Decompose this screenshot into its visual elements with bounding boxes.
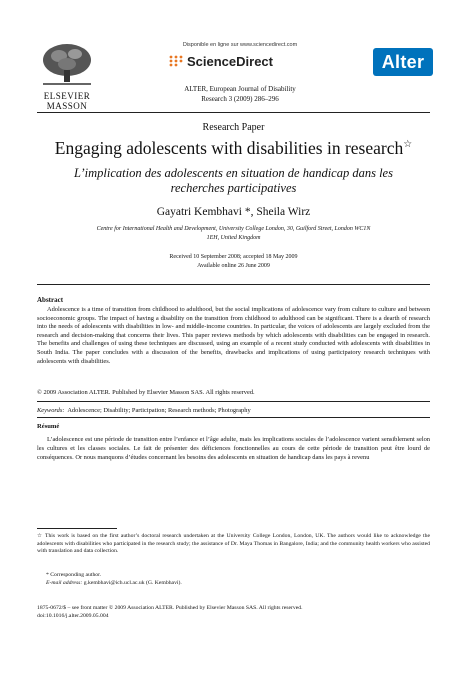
available-online-note: Disponible en ligne sur www.sciencedirect.com	[182, 42, 298, 48]
doi-line: doi:10.1016/j.alter.2009.05.004	[37, 613, 109, 619]
article-dates	[90, 253, 377, 270]
article-title	[0, 138, 467, 159]
abstract-heading: Abstract	[37, 296, 64, 304]
article-type: Research Paper	[202, 122, 265, 133]
abstract-top-divider	[37, 284, 430, 285]
keywords-divider	[37, 401, 430, 402]
issn-doi	[37, 604, 430, 620]
received-date: Received 10 September 2008; accepted 18 May 2009	[169, 254, 298, 260]
publisher-name-line-2: MASSON	[46, 101, 88, 111]
resume-heading: Résumé	[37, 423, 60, 430]
publisher-name-line-1: ELSEVIER	[43, 91, 91, 101]
keywords-list: Adolescence; Disability; Participation; Research methods; Photography	[67, 407, 251, 414]
french-title: L’implication des adolescents en situation de handicap dans les recherches participatives	[74, 166, 393, 195]
email-address: g.kembhavi@ich.ucl.ac.uk (G. Kembhavi).	[83, 580, 182, 586]
elsevier-tree-icon	[39, 42, 95, 86]
journal-volume: Research 3 (2009) 286–296	[201, 95, 279, 103]
keywords	[37, 407, 430, 414]
footnote-divider	[37, 528, 117, 529]
title-footnote: ☆ This work is based on the first author’s doctoral research undertaken at the University College London, London, UK. The authors would like to acknowledge the adolescents with disabilities who participated in the research study; the assistance of Dr. Maya Thomas in Bangalore, India; and the community health workers who assisted with translation and data collection.	[37, 533, 430, 555]
title-footnote-mark: ☆	[403, 139, 413, 151]
online-date: Available online 26 June 2009	[197, 262, 270, 269]
abstract-copyright: © 2009 Association ALTER. Published by Elsevier Masson SAS. All rights reserved.	[37, 389, 255, 396]
sciencedirect-wordmark: ScienceDirect	[187, 53, 273, 69]
issn-line: 1875-0672/$ – see front matter © 2009 Association ALTER. Published by Elsevier Masson SAS. All rights reserved.	[37, 605, 303, 611]
article-title-text: Engaging adolescents with disabilities in research	[54, 138, 404, 158]
email-note	[46, 580, 182, 586]
resume-text: L’adolescence est une période de transition entre l’enfance et l’âge adulte, mais les implications sociales de l’adolescence varient sensiblement selon les cultures et les classes sociales. Le fait de présenter des déficiences fonctionnelles au cours de cette période de transition peut être lourd de conséquences. Or nous manquons d’études concernant les besoins des adolescents en situation de handicap dans les pays à revenu	[37, 436, 430, 461]
abstract-text: Adolescence is a time of transition from childhood to adulthood, but the social implications of adolescence vary from culture to culture and between socioeconomic groups. The impact of having a disability on the transition from childhood to adulthood can be significant. There is a dearth of research into the needs of adolescents with disabilities in low- and middle-income countries. In particular, the voices of adolescents are largely excluded from the research and decision-making that concerns their lives. This paper reviews methods by which adolescents with disabilities can be engaged in research. The benefits and challenges of using these techniques are discussed, using an example of a recent study conducted with adolescents with disabilities in South India. The paper concludes with a discussion of the benefits, drawbacks and implications of using participatory research techniques with adolescents with disabilities.	[37, 306, 430, 365]
journal-info	[110, 84, 370, 104]
corresponding-author-note: * Corresponding author.	[46, 572, 102, 578]
sciencedirect-dots-icon	[168, 54, 184, 68]
authors: Gayatri Kembhavi *, Sheila Wirz	[156, 206, 311, 218]
alter-logo-text: Alter	[381, 51, 425, 72]
elsevier-logo	[37, 42, 97, 111]
alter-journal-logo	[373, 48, 433, 76]
journal-name: ALTER, European Journal of Disability	[184, 85, 296, 93]
affiliation: Centre for International Health and Development, University College London, 30, Guilford Street, London WC1N 1EH, United Kingdom	[96, 226, 371, 241]
resume-body	[37, 436, 430, 472]
abstract-body	[37, 306, 430, 366]
keywords-label: Keywords:	[37, 407, 65, 414]
header-divider	[37, 112, 430, 113]
email-label: E-mail address:	[46, 580, 83, 586]
resume-divider	[37, 417, 430, 418]
sciencedirect-logo	[168, 52, 273, 70]
